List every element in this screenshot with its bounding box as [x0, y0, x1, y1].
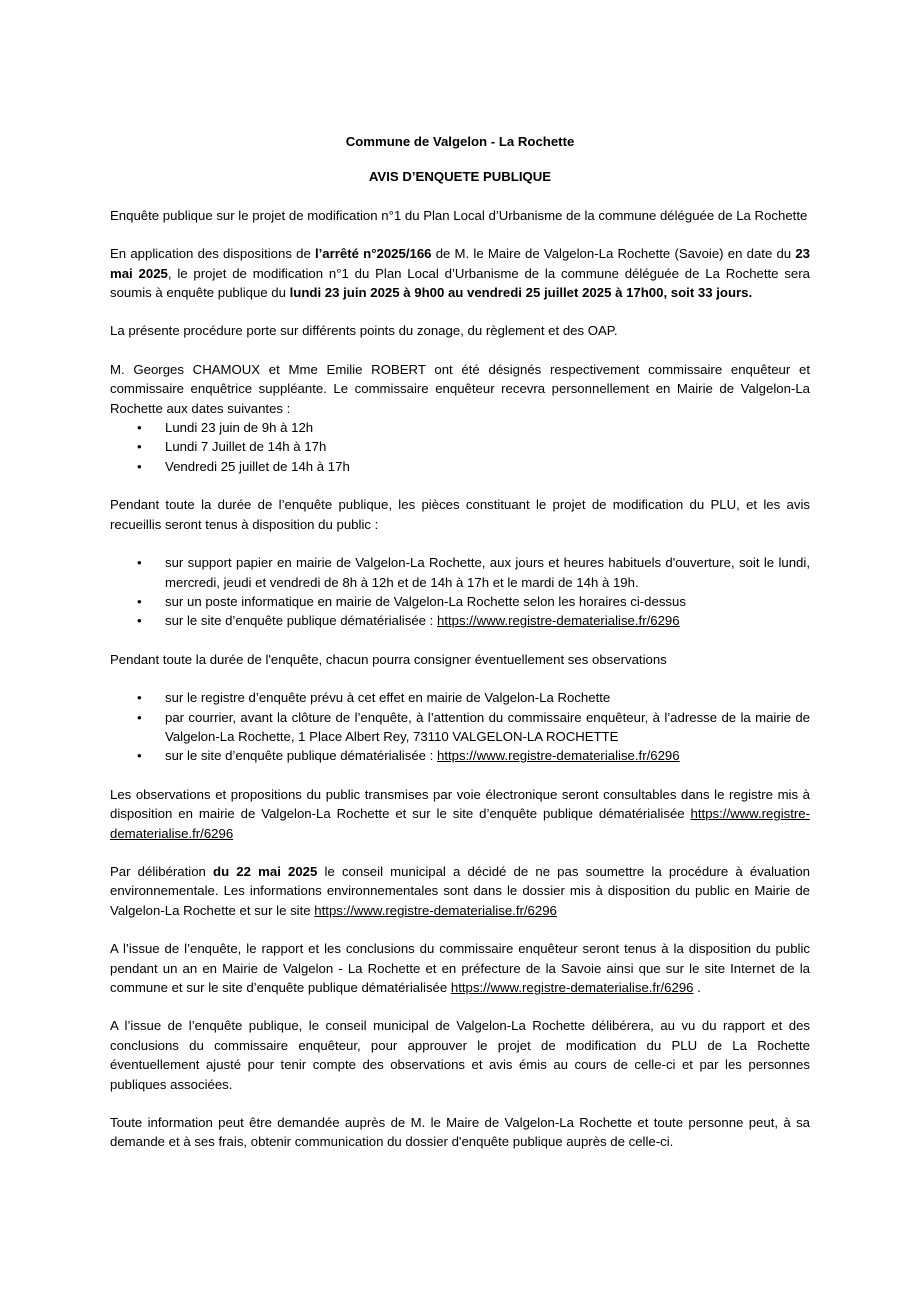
issue-enquete-paragraph	[110, 939, 810, 997]
enquete-dates: lundi 23 juin 2025 à 9h00 au vendredi 25 juillet 2025 à 17h00, soit 33 jours.	[289, 285, 753, 301]
arrete-number: l’arrêté n°2025/166	[314, 246, 432, 262]
list-item: • sur le registre d’enquête prévu à cet effet en mairie de Valgelon-La Rochette	[110, 688, 810, 707]
observations-intro-paragraph: Pendant toute la durée de l'enquête, chacun pourra consigner éventuellement ses observations	[110, 651, 667, 667]
text-span: A l’issue de l’enquête, le rapport et les conclusions du commissaire enquêteur seront tenus à la disposition du public pendant un an en Mairie de Valgelon - La Rochette et en préfecture de la Savoie ainsi que sur le site Internet de la commune et sur le site d’enquête publique dématérialisée	[110, 941, 810, 995]
text-span: le conseil municipal a décidé de ne pas soumettre la procédure à évaluation environnementale. Les informations environnementales sont dans le dossier mis à disposition du public en Mairie de Valgelon-La Rochette et sur le site	[110, 863, 810, 918]
final-paragraph: Toute information peut être demandée auprès de M. le Maire de Valgelon-La Rochette et toute personne peut, à sa demande et à ses frais, obtenir communication du dossier d'enquête publique auprès de celle-ci.	[110, 1115, 810, 1150]
pieces-intro-paragraph: Pendant toute la durée de l’enquête publique, les pièces constituant le projet de modification du PLU, et les avis recueillis seront tenus à disposition du public :	[110, 497, 810, 532]
pieces-list	[110, 553, 810, 631]
text-span: Les observations et propositions du public transmises par voie électronique seront consultables dans le registre mis à disposition en mairie de Valgelon-La Rochette et sur le site d’enquête publique dématérialisée	[110, 786, 810, 822]
issue-enquete-publique-paragraph: A l’issue de l’enquête publique, le conseil municipal de Valgelon-La Rochette délibérera, au vu du rapport et des conclusions du commissaire enquêteur, pour approuver le projet de modification du PLU de La Rochette éventuellement ajusté pour tenir compte des observations et avis émis au cours de celle-ci et par les personnes publiques associées.	[110, 1018, 810, 1092]
arrete-date: 23 mai 2025	[110, 246, 810, 281]
document-page	[110, 128, 810, 1152]
registre-link[interactable]: https://www.registre-dematerialise.fr/6296	[450, 980, 694, 995]
registre-link[interactable]: https://www.registre-dematerialise.fr/6296	[110, 806, 810, 841]
list-item: • Lundi 7 Juillet de 14h à 17h	[110, 437, 810, 456]
commune-heading: Commune de Valgelon - La Rochette	[345, 134, 575, 149]
list-item	[110, 746, 810, 765]
list-item: • Vendredi 25 juillet de 14h à 17h	[110, 457, 810, 476]
page-title: AVIS D’ENQUETE PUBLIQUE	[368, 169, 552, 185]
list-item: • par courrier, avant la clôture de l’enquête, à l’attention du commissaire enquêteur, à l’adresse de la mairie de Valgelon-La Rochette, 1 Place Albert Rey, 73110 VALGELON-LA ROCHETTE	[110, 708, 810, 747]
text-span: de M. le Maire de Valgelon-La Rochette (Savoie) en date du	[431, 246, 796, 262]
list-item: • sur support papier en mairie de Valgelon-La Rochette, aux jours et heures habituels d'ouverture, soit le lundi, mercredi, jeudi et vendredi de 8h à 12h et de 14h à 17h et le mardi de 14h à 19h.	[110, 553, 810, 592]
application-paragraph	[110, 244, 810, 302]
list-item	[110, 611, 810, 630]
text-span: sur le site d’enquête publique dématérialisée :	[165, 613, 437, 629]
text-span: sur le site d’enquête publique dématérialisée :	[165, 748, 437, 764]
list-item: • Lundi 23 juin de 9h à 12h	[110, 418, 810, 437]
text-span: , le projet de modification n°1 du Plan Local d’Urbanisme de la commune déléguée de La Rochette sera soumis à enquête publique du	[110, 265, 810, 301]
list-item: • sur un poste informatique en mairie de Valgelon-La Rochette selon les horaires ci-dessus	[110, 592, 810, 611]
text-span: En application des dispositions de	[110, 246, 315, 262]
registre-link[interactable]: https://www.registre-dematerialise.fr/6296	[314, 902, 557, 918]
text-span: .	[693, 980, 701, 995]
deliberation-date: du 22 mai 2025	[213, 863, 318, 879]
observations-list	[110, 688, 810, 766]
registre-link[interactable]: https://www.registre-dematerialise.fr/6296	[436, 748, 680, 764]
registre-link[interactable]: https://www.registre-dematerialise.fr/6296	[436, 613, 680, 629]
permanences-list	[110, 418, 810, 476]
commissaires-paragraph: M. Georges CHAMOUX et Mme Emilie ROBERT ont été désignés respectivement commissaire enquêteur et commissaire enquêtrice suppléante. Le commissaire enquêteur recevra personnellement en Mairie de Valgelon-La Rochette aux dates suivantes :	[110, 361, 810, 416]
procedure-paragraph: La présente procédure porte sur différents points du zonage, du règlement et des OAP.	[110, 323, 618, 339]
deliberation-paragraph	[110, 862, 810, 920]
intro-paragraph: Enquête publique sur le projet de modification n°1 du Plan Local d’Urbanisme de la commune déléguée de La Rochette	[110, 207, 808, 223]
text-span: Par délibération	[110, 863, 214, 879]
electronic-paragraph	[110, 785, 810, 843]
